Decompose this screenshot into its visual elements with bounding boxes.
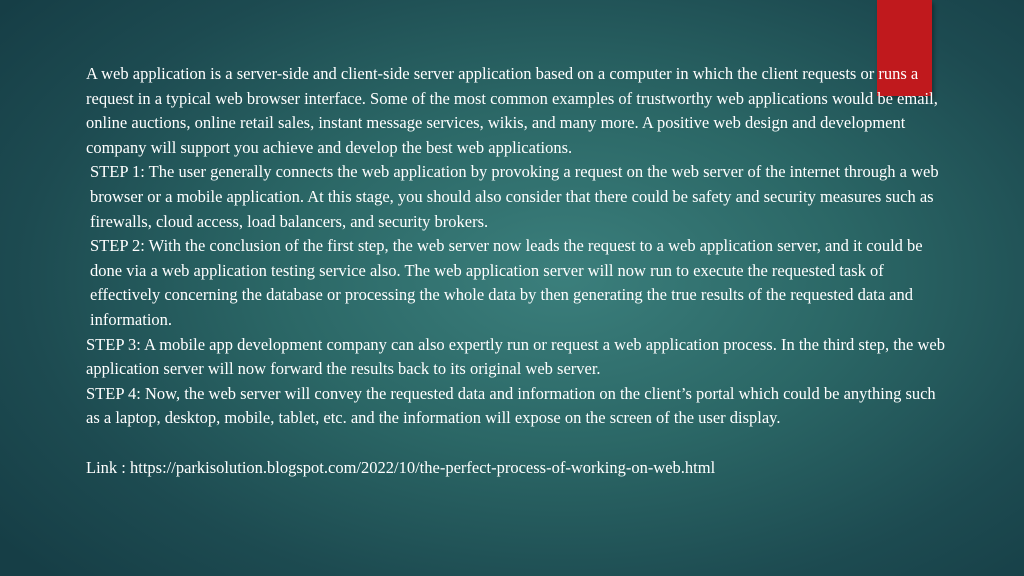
step-4-paragraph: STEP 4: Now, the web server will convey the requested data and information on the client’s portal which could be anything such as a laptop, desktop, mobile, tablet, etc. and the information will expose on the screen of the user display.: [86, 383, 936, 428]
step-3-paragraph: STEP 3: A mobile app development company can also expertly run or request a web application process. In the third step, the web application server will now forward the results back to its original web server.: [86, 334, 945, 379]
source-link[interactable]: Link : https://parkisolution.blogspot.com/2022/10/the-perfect-process-of-working-on-web.html: [86, 457, 716, 477]
step-2-paragraph: STEP 2: With the conclusion of the first step, the web server now leads the request to a web application server, and it could be done via a web application testing service also. The web application server will now run to execute the requested task of effectively concerning the database or processing the whole data by then generating the true results of the requested data and information.: [90, 236, 923, 329]
step-1-paragraph: STEP 1: The user generally connects the web application by provoking a request on the web server of the internet through a web browser or a mobile application. At this stage, you should also consider that there could be safety and security measures such as firewalls, cloud access, load balancers, and security brokers.: [90, 162, 939, 231]
slide-body: [86, 62, 946, 480]
intro-paragraph: A web application is a server-side and client-side server application based on a computer in which the client requests or runs a request in a typical web browser interface. Some of the most common examples of trustworthy web applications would be email, online auctions, online retail sales, instant message services, wikis, and many more. A positive web design and development company will support you achieve and develop the best web applications.: [86, 64, 938, 157]
